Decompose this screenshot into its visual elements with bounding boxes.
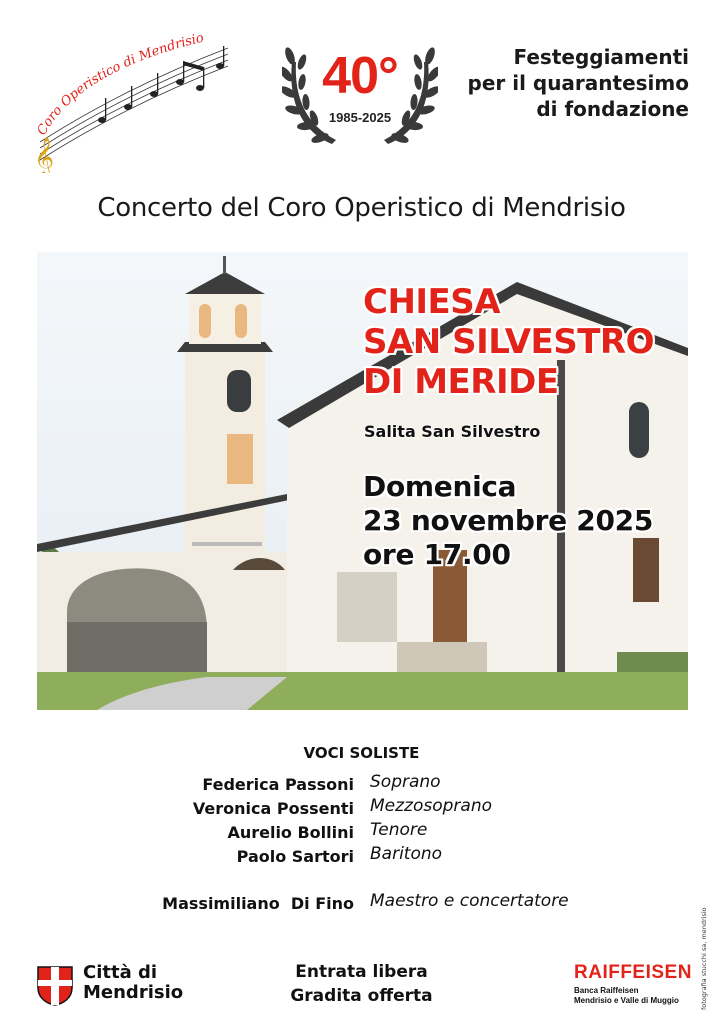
soloist-name: Federica Passoni <box>202 775 354 794</box>
anniversary-years: 1985-2025 <box>328 110 392 125</box>
svg-text:𝄞: 𝄞 <box>34 137 55 173</box>
soloist-role: Mezzosoprano <box>370 796 493 816</box>
venue-line-2: SAN SILVESTRO <box>363 322 655 362</box>
soloist-row <box>0 772 723 799</box>
entry-line-2: Gradita offerta <box>290 986 433 1006</box>
anniversary-number: 40° <box>322 47 398 105</box>
venue-line-1: CHIESA <box>363 282 501 322</box>
logo-text: Coro Operistico di Mendrisio <box>34 30 206 139</box>
church-photo <box>37 252 688 710</box>
soloist-row <box>0 796 723 823</box>
soloist-role: Soprano <box>370 772 441 792</box>
soloist-role: Tenore <box>370 820 428 840</box>
choir-logo <box>30 28 235 173</box>
soloist-name: Aurelio Bollini <box>227 823 354 842</box>
venue-line-3: DI MERIDE <box>363 362 559 402</box>
venue-address: Salita San Silvestro <box>364 422 541 441</box>
soloist-role: Baritono <box>370 844 443 864</box>
event-date: 23 novembre 2025 <box>363 504 654 537</box>
bank-logo <box>574 962 694 1006</box>
conductor-role: Maestro e concertatore <box>370 891 569 911</box>
bank-line-1: Banca Raiffeisen <box>574 986 639 995</box>
bank-line-2: Mendrisio e Valle di Muggio <box>574 996 679 1005</box>
city-line-1: Città di <box>83 962 158 983</box>
music-staff-logo-icon <box>30 28 235 173</box>
photo-credit: fotografia stucchi sa, mendrisio <box>700 907 708 1010</box>
entry-line-1: Entrata libera <box>295 962 428 982</box>
event-time: ore 17.00 <box>363 538 511 571</box>
event-day: Domenica <box>363 470 517 503</box>
concert-title: Concerto del Coro Operistico di Mendrisio <box>97 193 626 223</box>
soloist-row <box>0 844 723 871</box>
anniversary-badge <box>282 22 438 152</box>
festivity-line-2: per il quarantesimo <box>467 71 689 95</box>
conductor-row <box>0 891 723 918</box>
conductor-name: Massimiliano Di Fino <box>162 894 354 913</box>
festivity-line-1: Festeggiamenti <box>513 45 689 69</box>
soloists-heading: VOCI SOLISTE <box>303 744 420 762</box>
festivity-line-3: di fondazione <box>536 97 689 121</box>
soloist-row <box>0 820 723 847</box>
city-line-2: Mendrisio <box>83 982 184 1003</box>
festivity-text <box>468 44 690 122</box>
soloist-name: Veronica Possenti <box>192 799 354 818</box>
bank-brand: RAIFFEISEN <box>574 962 692 983</box>
soloist-name: Paolo Sartori <box>236 847 354 866</box>
